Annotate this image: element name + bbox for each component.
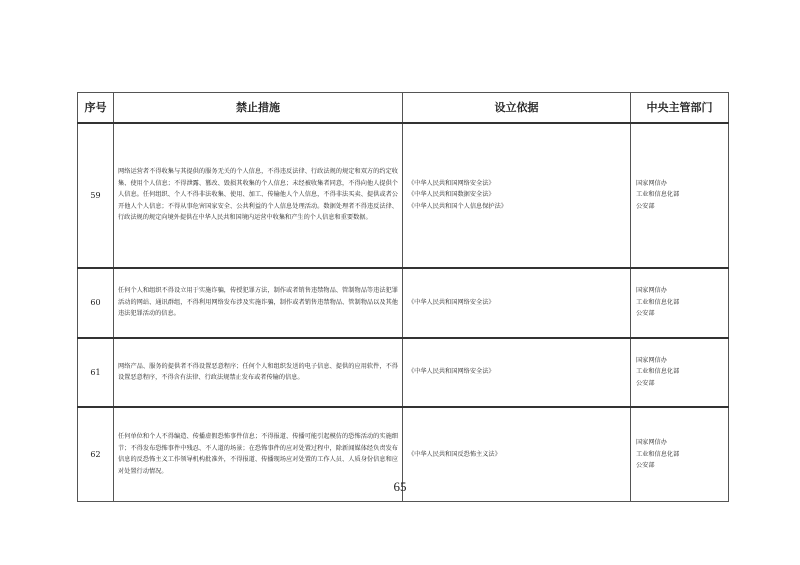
row-measure: 任何个人和组织不得设立用于实施诈骗，传授犯罪方法，制作或者销售违禁物品、管制物品等违法犯罪活动的网站、通讯群组，不得利用网络发布涉及实施诈骗，制作或者销售违禁物品、管制物品以及其他违法犯罪活动的信息。: [114, 268, 403, 338]
row-dept: [631, 123, 729, 268]
prohibition-table: [77, 92, 729, 502]
row-basis: [403, 268, 631, 338]
header-basis: 设立依据: [403, 93, 631, 123]
header-dept: 中央主管部门: [631, 93, 729, 123]
row-num: 62: [78, 407, 114, 502]
dept-name: 工业和信息化部: [636, 298, 680, 306]
basis-law: 《中华人民共和国数据安全法》: [408, 191, 495, 199]
dept-name: 国家网信办: [636, 179, 667, 187]
basis-law: 《中华人民共和国网络安全法》: [408, 368, 495, 376]
table-row: [78, 123, 729, 268]
dept-name: 公安部: [636, 379, 655, 387]
row-num: 61: [78, 338, 114, 407]
row-basis: [403, 123, 631, 268]
dept-name: 公安部: [636, 202, 655, 210]
table-row: [78, 338, 729, 407]
row-measure: 网络产品、服务的提供者不得设置恶意程序；任何个人和组织发送的电子信息、提供的应用软件，不得设置恶意程序，不得含有法律、行政法规禁止发布或者传输的信息。: [114, 338, 403, 407]
dept-name: 公安部: [636, 462, 655, 469]
basis-law: 《中华人民共和国网络安全法》: [408, 179, 495, 187]
row-dept: [631, 338, 729, 407]
row-num: 60: [78, 268, 114, 338]
basis-law: 《中华人民共和国个人信息保护法》: [408, 202, 507, 210]
row-basis: [403, 338, 631, 407]
dept-name: 公安部: [636, 310, 655, 318]
dept-name: 工业和信息化部: [636, 450, 680, 458]
basis-law: 《中华人民共和国网络安全法》: [408, 298, 495, 306]
header-measure: 禁止措施: [114, 93, 403, 123]
header-num: 序号: [78, 93, 114, 123]
table-header-row: [78, 93, 729, 123]
page-number: 65: [393, 479, 407, 494]
dept-name: 国家网信办: [636, 439, 667, 446]
basis-law: 《中华人民共和国反恐怖主义法》: [408, 450, 501, 458]
dept-name: 工业和信息化部: [636, 368, 680, 376]
row-measure: 任何单位和个人不得编造、传播虚假恐怖事件信息；不得报道、传播可能引起模仿的恐怖活动的实施细节；不得发布恐怖事件中残忍、不人道的场景；在恐怖事件的应对处置过程中，除新闻媒体经负责发布信息的反恐怖主义工作领导机构批准外，不得报道、传播现场应对处置的工作人员、人质身份信息和应对处置行动情况。: [114, 407, 403, 502]
dept-name: 工业和信息化部: [636, 191, 680, 199]
row-measure: 网络运营者不得收集与其提供的服务无关的个人信息，不得违反法律、行政法规的规定和双方的约定收集、使用个人信息；不得泄露、篡改、毁损其收集的个人信息；未经被收集者同意，不得向他人提供个人信息。任何组织、个人不得非法收集、使用、加工、传输他人个人信息，不得非法买卖、提供或者公开他人个人信息；不得从事危害国家安全、公共利益的个人信息处理活动。数据处理者不得违反法律、行政法规的规定向境外提供在中华人民共和国境内运营中收集和产生的个人信息和重要数据。: [114, 123, 403, 268]
dept-name: 国家网信办: [636, 356, 667, 364]
row-dept: [631, 268, 729, 338]
row-num: 59: [78, 123, 114, 268]
table-row: [78, 268, 729, 338]
dept-name: 国家网信办: [636, 287, 667, 295]
